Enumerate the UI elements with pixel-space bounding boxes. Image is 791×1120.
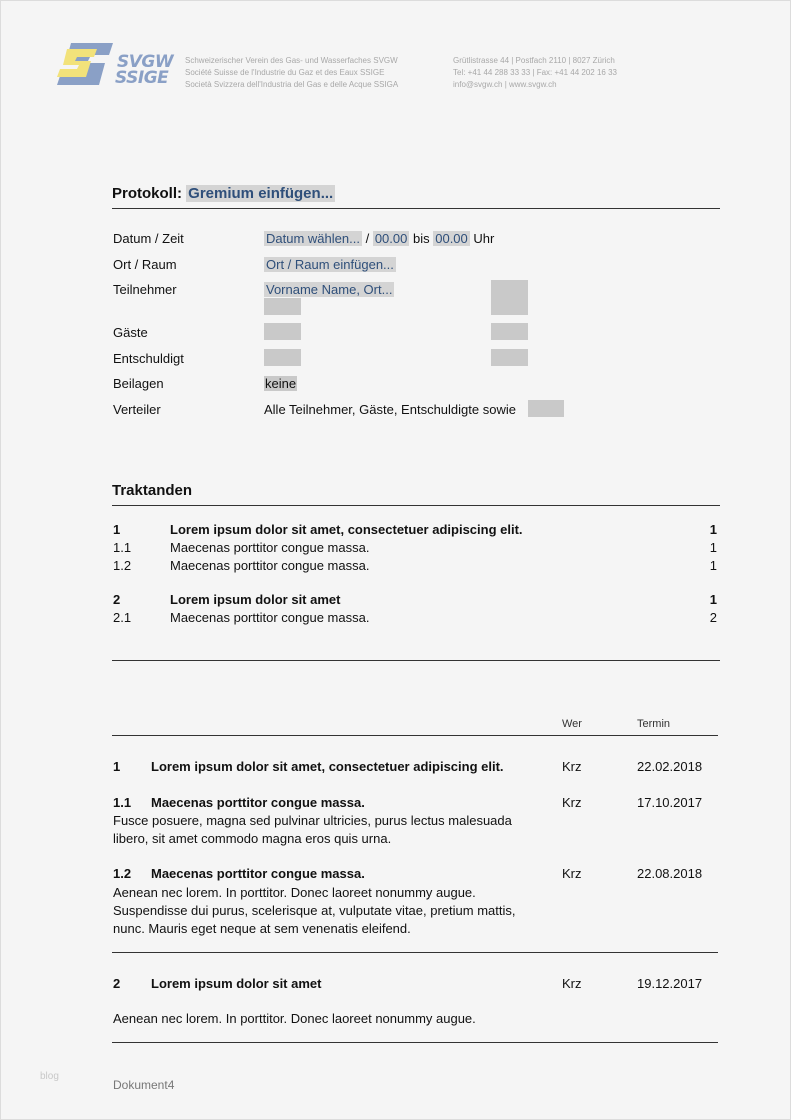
traktandum-row[interactable] (113, 558, 719, 574)
ort-field[interactable]: Ort / Raum einfügen... (266, 257, 394, 272)
traktanden-heading: Traktanden (112, 482, 193, 499)
traktandum-number: 1.2 (113, 558, 132, 573)
ort-row (264, 257, 396, 273)
logo-text-svgw: SVGW (117, 52, 174, 72)
minute-title: Maecenas porttitor congue massa. (151, 795, 365, 810)
datum-label: Datum / Zeit (113, 231, 184, 246)
logo-cross-icon (53, 41, 115, 87)
uhr-text: Uhr (473, 231, 495, 246)
minute-number: 1.1 (113, 795, 132, 810)
traktanden-divider (112, 505, 720, 506)
traktandum-text: Maecenas porttitor congue massa. (170, 558, 370, 573)
traktandum-text: Lorem ipsum dolor sit amet, consectetuer adipiscing elit. (170, 522, 523, 537)
time-from-field[interactable]: 00.00 (374, 231, 408, 246)
traktandum-row[interactable] (113, 540, 719, 556)
col-wer-header: Wer (562, 718, 582, 730)
minute-wer: Krz (562, 976, 582, 991)
minute-number: 1 (113, 759, 121, 774)
footer-doc-name: Dokument4 (113, 1078, 175, 1092)
minutes-divider-end (112, 1042, 718, 1043)
traktandum-text: Maecenas porttitor congue massa. (170, 540, 370, 555)
minute-number: 2 (113, 976, 121, 991)
teilnehmer-field[interactable]: Vorname Name, Ort... (266, 282, 393, 297)
traktandum-text: Maecenas porttitor congue massa. (170, 610, 370, 625)
datum-field[interactable]: Datum wählen... (266, 231, 360, 246)
beilagen-label: Beilagen (113, 376, 164, 391)
minute-body-line: Fusce posuere, magna sed pulvinar ultricies, purus lectus malesuada (113, 813, 512, 828)
org-name-fr: Société Suisse de l'Industrie du Gaz et des Eaux SSIGE (185, 68, 385, 77)
col-termin-header: Termin (637, 718, 671, 730)
org-web: info@svgw.ch | www.svgw.ch (453, 80, 557, 89)
protocol-title-prefix: Protokoll: (112, 185, 182, 202)
minutes-divider-1 (112, 952, 718, 953)
teilnehmer-label: Teilnehmer (113, 282, 177, 297)
minute-termin: 22.02.2018 (637, 759, 703, 774)
traktandum-row[interactable] (113, 592, 719, 608)
verteiler-field[interactable] (528, 400, 564, 417)
minute-wer: Krz (562, 866, 582, 881)
bis-text: bis (412, 231, 430, 246)
gaeste-field-1[interactable] (264, 323, 301, 340)
teilnehmer-field-3[interactable] (491, 280, 528, 315)
org-address: Grütlistrasse 44 | Postfach 2110 | 8027 Zürich (453, 56, 615, 65)
org-name-de: Schweizerischer Verein des Gas- und Wasserfaches SVGW (185, 56, 398, 65)
org-name-it: Società Svizzera dell'Industria del Gas e delle Acque SSIGA (185, 80, 399, 89)
minute-title: Lorem ipsum dolor sit amet (151, 976, 322, 991)
logo-text-ssige: SSIGE (115, 68, 169, 88)
watermark-text: blog (40, 1071, 59, 1082)
minute-termin: 22.08.2018 (637, 866, 703, 881)
time-to-field[interactable]: 00.00 (435, 231, 468, 246)
datum-row (264, 231, 494, 247)
datum-slash: / (365, 231, 370, 246)
traktandum-number: 1.1 (113, 540, 132, 555)
traktandum-number: 2.1 (113, 610, 132, 625)
traktandum-page: 2 (709, 610, 717, 625)
traktandum-row[interactable] (113, 522, 719, 538)
verteiler-label: Verteiler (113, 402, 161, 417)
gaeste-field-2[interactable] (491, 323, 528, 340)
ort-label: Ort / Raum (113, 257, 177, 272)
minute-wer: Krz (562, 759, 582, 774)
protocol-title (112, 185, 335, 202)
minute-body-line: Aenean nec lorem. In porttitor. Donec laoreet nonummy augue. (113, 1011, 476, 1026)
minute-number: 1.2 (113, 866, 132, 881)
minute-title: Maecenas porttitor congue massa. (151, 866, 365, 881)
minute-termin: 17.10.2017 (637, 795, 703, 810)
teilnehmer-field-2[interactable] (264, 298, 301, 315)
traktandum-page: 1 (709, 558, 717, 573)
minute-body-line: Aenean nec lorem. In porttitor. Donec laoreet nonummy augue. (113, 885, 476, 900)
minute-body-line: nunc. Mauris eget neque at sem venenatis eleifend. (113, 921, 411, 936)
svgw-logo (53, 41, 174, 88)
minute-title: Lorem ipsum dolor sit amet, consectetuer adipiscing elit. (151, 759, 504, 774)
beilagen-row (264, 376, 297, 392)
minutes-header-divider (112, 735, 718, 736)
traktandum-page: 1 (709, 522, 717, 537)
traktandum-text: Lorem ipsum dolor sit amet (170, 592, 341, 607)
org-phone: Tel: +41 44 288 33 33 | Fax: +41 44 202 16 33 (453, 68, 617, 77)
gremium-field[interactable]: Gremium einfügen... (188, 185, 334, 202)
entschuldigt-field-1[interactable] (264, 349, 301, 366)
traktanden-end-divider (112, 660, 720, 661)
traktandum-number: 1 (113, 522, 121, 537)
minute-body-line: Suspendisse dui purus, scelerisque at, vulputate vitae, pretium mattis, (113, 903, 516, 918)
title-divider (112, 208, 720, 209)
traktandum-row[interactable] (113, 610, 719, 626)
traktandum-page: 1 (709, 540, 717, 555)
minute-wer: Krz (562, 795, 582, 810)
traktandum-page: 1 (709, 592, 717, 607)
entschuldigt-field-2[interactable] (491, 349, 528, 366)
traktandum-number: 2 (113, 592, 121, 607)
minute-termin: 19.12.2017 (637, 976, 703, 991)
beilagen-field[interactable]: keine (265, 376, 297, 391)
minute-body-line: libero, sit amet commodo magna eros quis urna. (113, 831, 392, 846)
entschuldigt-label: Entschuldigt (113, 351, 184, 366)
verteiler-value: Alle Teilnehmer, Gäste, Entschuldigte sowie (264, 402, 516, 417)
gaeste-label: Gäste (113, 325, 148, 340)
teilnehmer-row (264, 282, 394, 298)
